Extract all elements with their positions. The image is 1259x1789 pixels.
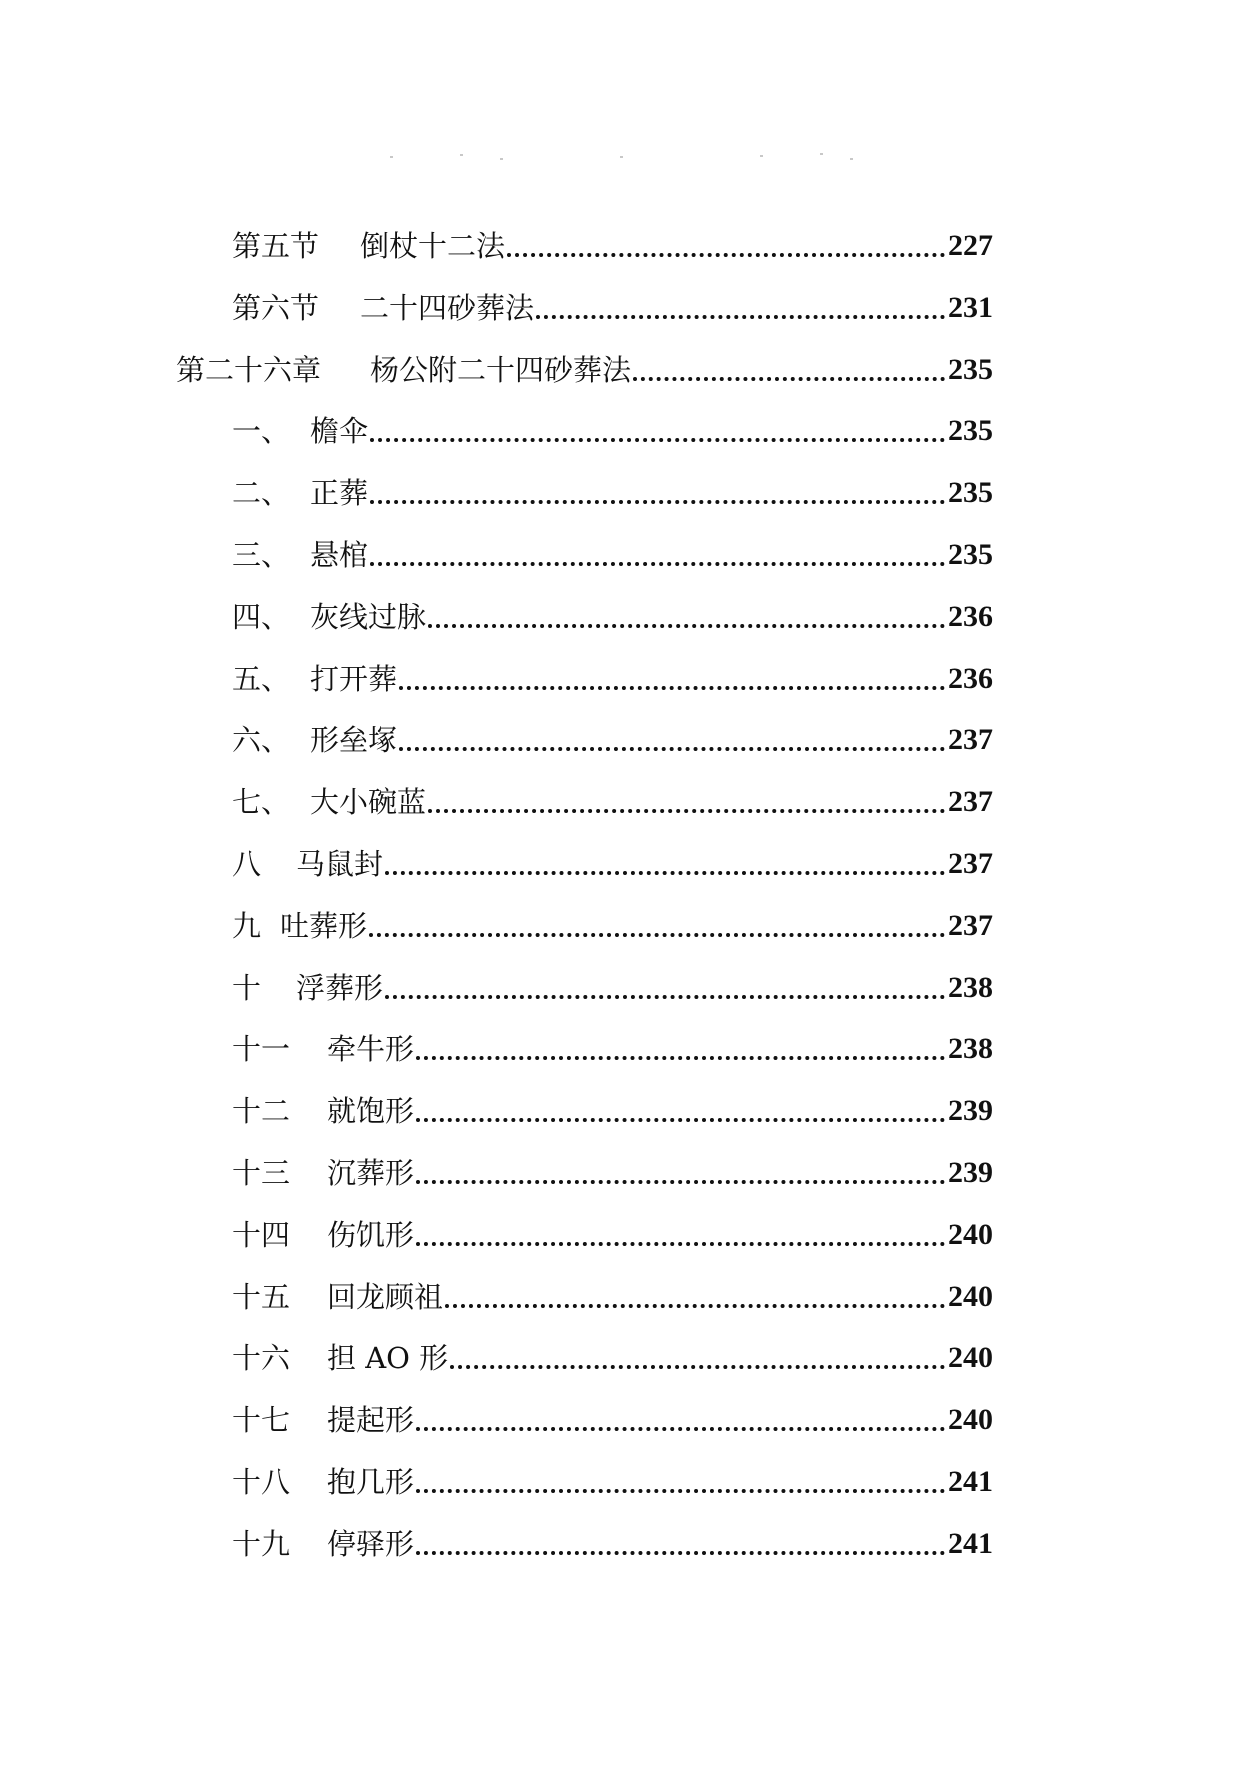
toc-entry[interactable] — [232, 651, 993, 699]
toc-entry-number: 第二十六章 — [176, 353, 322, 387]
dot-leader — [416, 1489, 945, 1493]
dot-leader — [450, 1365, 945, 1369]
toc-entry-title: 灰线过脉 — [310, 600, 427, 634]
toc-entry[interactable] — [232, 960, 993, 1008]
toc-entry[interactable] — [232, 712, 993, 760]
toc-entry[interactable] — [232, 1021, 993, 1069]
toc-entry-number: 五、 — [232, 662, 291, 696]
toc-entry-page-number: 241 — [948, 1465, 993, 1498]
toc-entry-title: 沉葬形 — [327, 1156, 415, 1190]
toc-entry-number: 一、 — [232, 414, 291, 448]
toc-entry-number: 六、 — [232, 723, 291, 757]
dot-leader — [399, 686, 945, 690]
toc-entry-page-number: 239 — [948, 1094, 993, 1127]
toc-entry[interactable] — [176, 342, 993, 390]
toc-entry[interactable] — [232, 836, 993, 884]
toc-entry[interactable] — [232, 403, 993, 451]
toc-entry-title: 正葬 — [310, 476, 369, 510]
dot-leader — [536, 315, 945, 319]
toc-entry[interactable] — [232, 465, 993, 513]
dot-leader — [416, 1118, 945, 1122]
toc-entry-number: 十五 — [232, 1280, 291, 1314]
toc-entry-number: 十一 — [232, 1032, 291, 1066]
dot-leader — [633, 377, 945, 381]
dot-leader — [370, 562, 945, 566]
toc-entry-page-number: 236 — [948, 662, 993, 695]
toc-entry-title: 伤饥形 — [327, 1218, 415, 1252]
toc-entry[interactable] — [232, 1083, 993, 1131]
toc-entry-number: 八 — [232, 847, 262, 881]
toc-entry-page-number: 235 — [948, 476, 993, 509]
toc-entry-page-number: 238 — [948, 971, 993, 1004]
dot-leader — [428, 809, 945, 813]
toc-entry-page-number: 238 — [948, 1032, 993, 1065]
toc-entry-number: 七、 — [232, 785, 291, 819]
toc-entry-page-number: 240 — [948, 1280, 993, 1313]
toc-entry-number: 第六节 — [232, 291, 320, 325]
toc-entry[interactable] — [232, 774, 993, 822]
toc-entry-number: 十六 — [232, 1341, 291, 1375]
toc-entry[interactable] — [232, 527, 993, 575]
toc-entry-page-number: 227 — [948, 229, 993, 262]
toc-entry[interactable] — [232, 1269, 993, 1317]
toc-entry-number: 十三 — [232, 1156, 291, 1190]
toc-entry-page-number: 235 — [948, 538, 993, 571]
toc-entry-page-number: 236 — [948, 600, 993, 633]
dot-leader — [385, 871, 945, 875]
toc-entry-title: 打开葬 — [310, 662, 398, 696]
toc-entry-number: 十八 — [232, 1465, 291, 1499]
toc-entry-number: 九 — [232, 909, 262, 943]
dot-leader — [416, 1180, 945, 1184]
dot-leader — [370, 500, 945, 504]
dot-leader — [507, 253, 945, 257]
toc-entry-title: 抱几形 — [327, 1465, 415, 1499]
toc-entry-page-number: 239 — [948, 1156, 993, 1189]
toc-entry-title: 提起形 — [327, 1403, 415, 1437]
toc-entry-number: 十 — [232, 971, 262, 1005]
toc-entry-page-number: 237 — [948, 909, 993, 942]
toc-entry[interactable] — [232, 1207, 993, 1255]
scan-noise — [200, 150, 1060, 170]
toc-entry-number: 第五节 — [232, 229, 320, 263]
toc-entry-title: 吐葬形 — [280, 909, 368, 943]
dot-leader — [369, 933, 945, 937]
dot-leader — [416, 1427, 945, 1431]
toc-entry-number: 十四 — [232, 1218, 291, 1252]
toc-entry[interactable] — [232, 589, 993, 637]
toc-entry-number: 十九 — [232, 1527, 291, 1561]
toc-entry[interactable] — [232, 1145, 993, 1193]
toc-entry-page-number: 231 — [948, 291, 993, 324]
toc-entry[interactable] — [232, 898, 993, 946]
toc-entry-title: 回龙顾祖 — [327, 1280, 444, 1314]
toc-entry[interactable] — [232, 280, 993, 328]
toc-entry-number: 三、 — [232, 538, 291, 572]
toc-entry[interactable] — [232, 1330, 993, 1378]
toc-entry-title: 就饱形 — [327, 1094, 415, 1128]
toc-entry-page-number: 241 — [948, 1527, 993, 1560]
toc-entry-page-number: 237 — [948, 723, 993, 756]
toc-entry-number: 十七 — [232, 1403, 291, 1437]
toc-entry-title: 大小碗蓝 — [310, 785, 427, 819]
toc-entry[interactable] — [232, 1392, 993, 1440]
toc-entry[interactable] — [232, 1516, 993, 1564]
dot-leader — [385, 995, 945, 999]
dot-leader — [416, 1056, 945, 1060]
toc-entry-title: 二十四砂葬法 — [360, 291, 535, 325]
dot-leader — [399, 747, 945, 751]
dot-leader — [416, 1242, 945, 1246]
toc-entry-title: 倒杖十二法 — [360, 229, 506, 263]
dot-leader — [370, 438, 945, 442]
toc-entry-title: 形垒塚 — [310, 723, 398, 757]
toc-entry-page-number: 240 — [948, 1403, 993, 1436]
toc-entry-number: 二、 — [232, 476, 291, 510]
toc-entry-page-number: 237 — [948, 847, 993, 880]
toc-entry-page-number: 240 — [948, 1341, 993, 1374]
dot-leader — [428, 624, 945, 628]
toc-entry-title: 浮葬形 — [296, 971, 384, 1005]
toc-entry-page-number: 235 — [948, 353, 993, 386]
toc-entry-title: 悬棺 — [310, 538, 369, 572]
toc-entry-page-number: 237 — [948, 785, 993, 818]
toc-entry-number: 四、 — [232, 600, 291, 634]
toc-entry[interactable] — [232, 218, 993, 266]
toc-entry-page-number: 240 — [948, 1218, 993, 1251]
toc-entry[interactable] — [232, 1454, 993, 1502]
toc-entry-title: 牵牛形 — [327, 1032, 415, 1066]
toc-entry-number: 十二 — [232, 1094, 291, 1128]
toc-entry-title: 停驿形 — [327, 1527, 415, 1561]
toc-entry-page-number: 235 — [948, 414, 993, 447]
toc-entry-title: 檐伞 — [310, 414, 369, 448]
toc-entry-title: 杨公附二十四砂葬法 — [370, 353, 632, 387]
toc-entry-title: 马鼠封 — [296, 847, 384, 881]
dot-leader — [416, 1551, 945, 1555]
dot-leader — [445, 1304, 945, 1308]
toc-entry-title: 担 AO 形 — [327, 1341, 449, 1375]
